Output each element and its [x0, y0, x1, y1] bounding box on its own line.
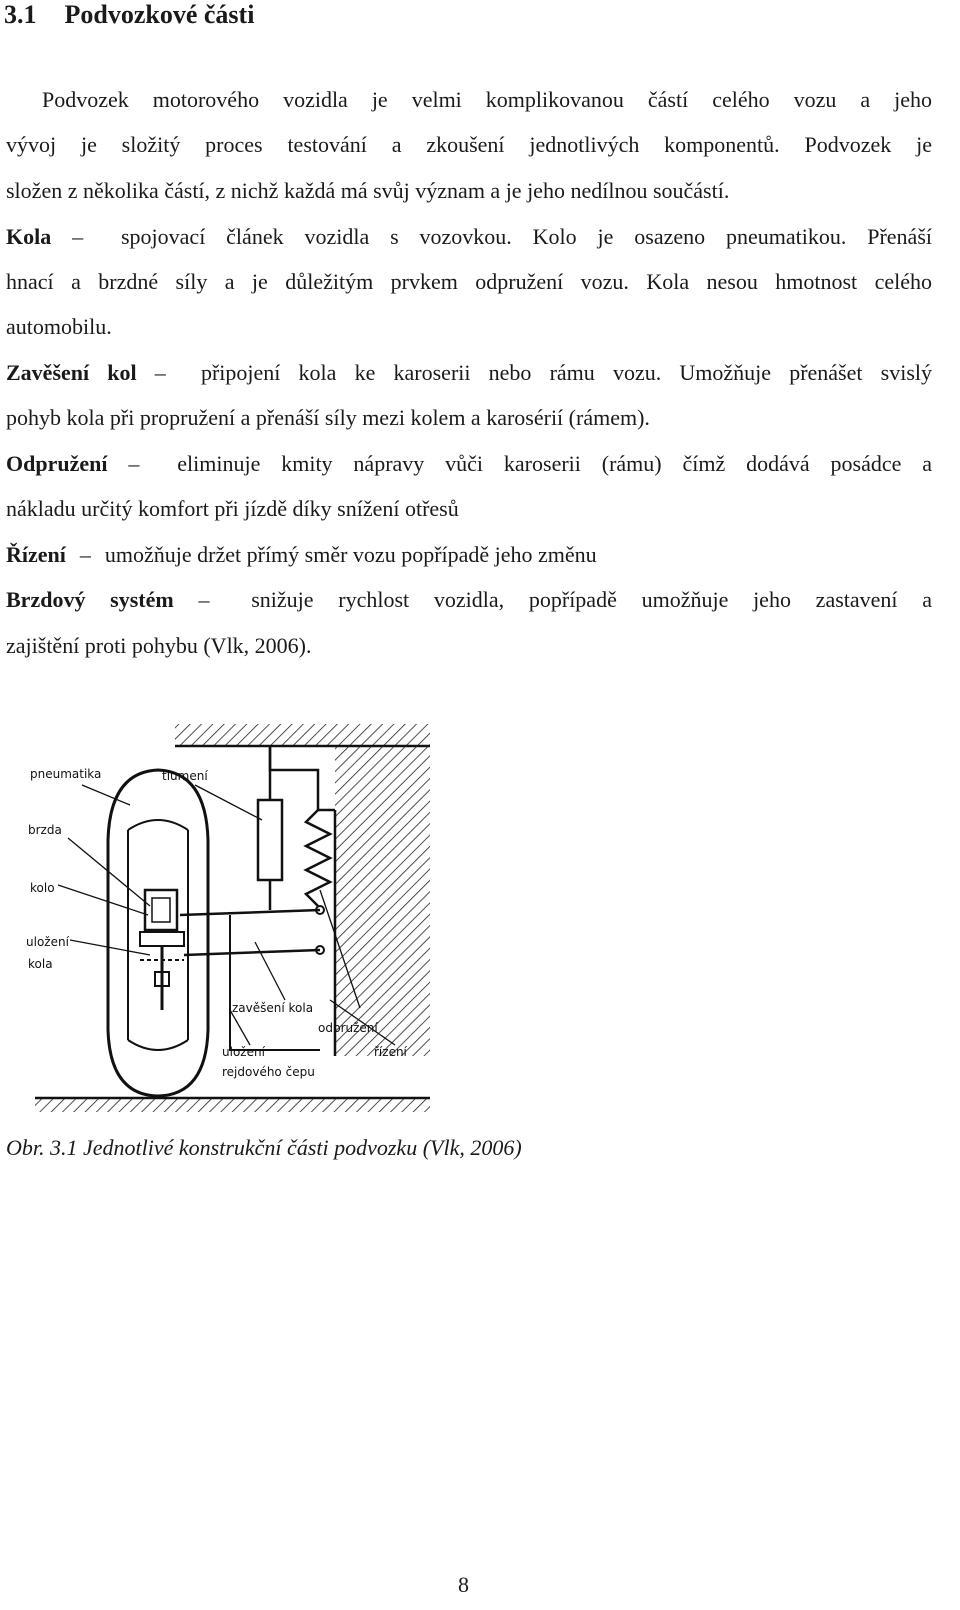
- page-number: 8: [458, 1572, 469, 1597]
- zaveseni-line-2: pohyb kola při propružení a přenáší síly mezi kolem a karosérií (rámem).: [6, 405, 650, 430]
- zaveseni-dash: –: [154, 360, 166, 385]
- label-brzda: brzda: [28, 823, 62, 837]
- kola-dash: –: [72, 224, 84, 249]
- brzdy-text: snižuje rychlost vozidla, popřípadě umožňuje jeho zastavení a: [251, 587, 933, 612]
- label-ulozeni-kola-1: uložení: [26, 935, 69, 949]
- figure-caption: Obr. 3.1 Jednotlivé konstrukční části podvozku (Vlk, 2006): [6, 1135, 522, 1160]
- chassis-diagram: [0, 710, 960, 1120]
- section-number: 3.1: [4, 0, 37, 29]
- rizeni-dash: –: [79, 542, 91, 567]
- section-title: Podvozkové části: [64, 0, 255, 29]
- brake-hub: [140, 890, 184, 1010]
- intro-line-1: Podvozek motorového vozidla je velmi komplikovanou částí celého vozu a jeho: [42, 87, 932, 112]
- label-ulozeni-kola-2: kola: [28, 957, 53, 971]
- intro-line-2: vývoj je složitý proces testování a zkoušení jednotlivých komponentů. Podvozek je: [6, 132, 932, 157]
- label-rizeni: řízení: [374, 1045, 407, 1059]
- section-heading: [4, 0, 254, 30]
- zaveseni-term: Zavěšení kol: [6, 360, 137, 385]
- zaveseni-text: připojení kola ke karoserii nebo rámu vozu. Umožňuje přenášet svislý: [200, 360, 932, 385]
- zaveseni-line-1: [6, 358, 932, 388]
- label-odpruzeni: odpružení: [318, 1021, 378, 1035]
- intro-line-3: složen z několika částí, z nichž každá má svůj význam a je jeho nedílnou součástí.: [6, 178, 730, 203]
- label-ulozeni-cepu-1: uložení: [222, 1045, 265, 1059]
- odpruzeni-text: eliminuje kmity nápravy vůči karoserii (rámu) čímž dodává posádce a: [177, 451, 933, 476]
- suspension-arms: [180, 906, 324, 1050]
- brzdy-term: Brzdový systém: [6, 587, 174, 612]
- label-ulozeni-cepu-2: rejdového čepu: [222, 1065, 315, 1079]
- spring: [306, 810, 330, 906]
- odpruzeni-line-2: nákladu určitý komfort při jízdě díky snížení otřesů: [6, 496, 459, 521]
- rizeni-text: umožňuje držet přímý směr vozu popřípadě jeho změnu: [104, 542, 597, 567]
- body-hatch-top: [175, 724, 430, 746]
- kola-term: Kola: [6, 224, 52, 249]
- brzdy-dash: –: [198, 587, 210, 612]
- body-hatch-right: [335, 746, 430, 1056]
- label-zaveseni-kola: zavěšení kola: [232, 1001, 314, 1015]
- label-pneumatika: pneumatika: [30, 767, 102, 781]
- kola-line-3: automobilu.: [6, 314, 112, 339]
- kola-line-1: [6, 222, 932, 252]
- rizeni-line-1: [6, 540, 932, 570]
- kola-text: spojovací článek vozidla s vozovkou. Kolo je osazeno pneumatikou. Přenáší: [120, 224, 932, 249]
- label-kolo: kolo: [30, 881, 55, 895]
- brzdy-line-1: [6, 585, 932, 615]
- label-tlumeni: tlumení: [162, 769, 208, 783]
- kola-line-2: hnací a brzdné síly a je důležitým prvkem odpružení vozu. Kola nesou hmotnost celého: [6, 269, 932, 294]
- brzdy-line-2: zajištění proti pohybu (Vlk, 2006).: [6, 633, 312, 658]
- odpruzeni-term: Odpružení: [6, 451, 108, 476]
- odpruzeni-dash: –: [128, 451, 140, 476]
- ground-hatch: [35, 1098, 430, 1112]
- odpruzeni-line-1: [6, 449, 932, 479]
- rizeni-term: Řízení: [6, 542, 66, 567]
